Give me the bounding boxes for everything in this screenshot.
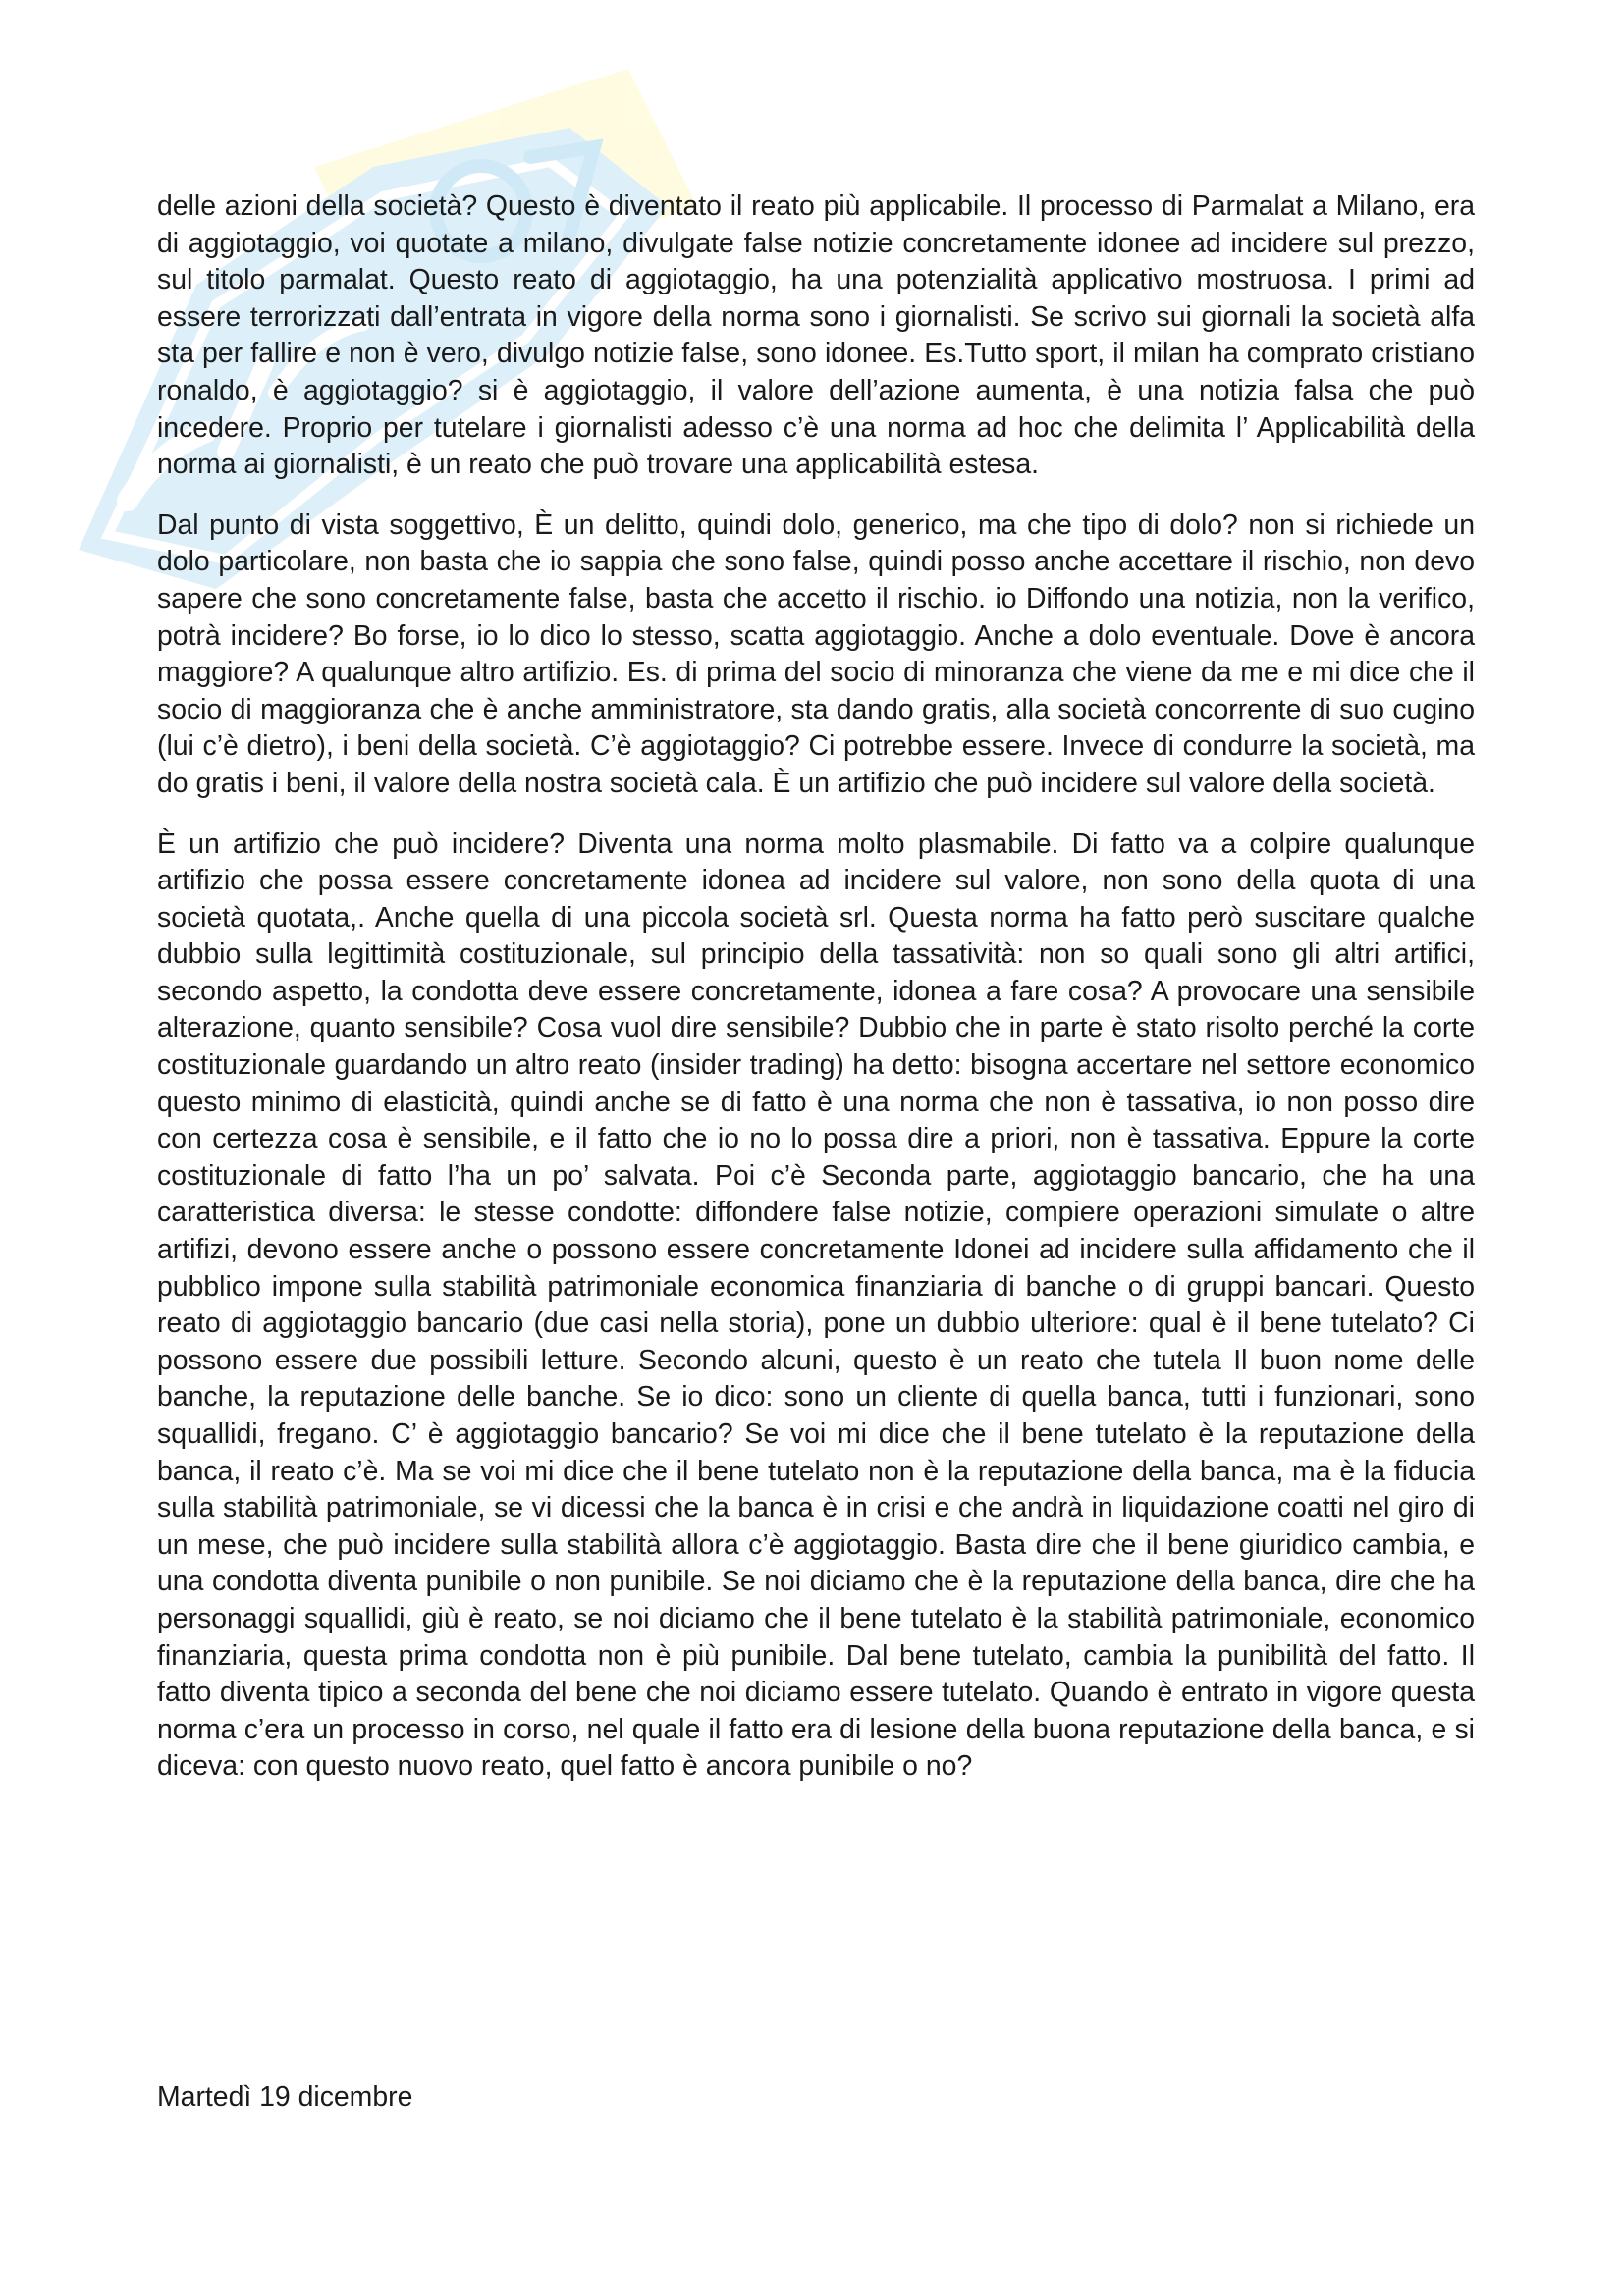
date-heading: Martedì 19 dicembre: [157, 2081, 413, 2112]
paragraph-3: È un artifizio che può incidere? Diventa una norma molto plasmabile. Di fatto va a colpire qualunque artifizio che possa essere concretamente idonea ad incidere sul valore, non sono della quota di una società quotata,. Anche quella di una piccola società srl. Questa norma ha fatto però suscitare qualche dubbio sulla legittimità costituzionale, sul principio della tassatività: non so quali sono gli altri artifici, secondo aspetto, la condotta deve essere concretamente, idonea a fare cosa? A provocare una sensibile alterazione, quanto sensibile? Cosa vuol dire sensibile? Dubbio che in parte è stato risolto perché la corte costituzionale guardando un altro reato (insider trading) ha detto: bisogna accertare nel settore economico questo minimo di elasticità, quindi anche se di fatto è una norma che non è tassativa, io non posso dire con certezza cosa è sensibile, e il fatto che io no lo possa dire a priori, non è tassativa. Eppure la corte costituzionale di fatto l’ha un po’ salvata. Poi c’è Seconda parte, aggiotaggio bancario, che ha una caratteristica diversa: le stesse condotte: diffondere false notizie, compiere operazioni simulate o altre artifizi, devono essere anche o possono essere concretamente Idonei ad incidere sulla affidamento che il pubblico impone sulla stabilità patrimoniale economica finanziaria di banche o di gruppi bancari. Questo reato di aggiotaggio bancario (due casi nella storia), pone un dubbio ulteriore: qual è il bene tutelato? Ci possono essere due possibili letture. Secondo alcuni, questo è un reato che tutela Il buon nome delle banche, la reputazione delle banche. Se io dico: sono un cliente di quella banca, tutti i funzionari, sono squallidi, fregano. C’ è aggiotaggio bancario? Se voi mi dice che il bene tutelato è la reputazione della banca, il reato c’è. Ma se voi mi dice che il bene tutelato non è la reputazione della banca, ma è la fiducia sulla stabilità patrimoniale, se vi dicessi che la banca è in crisi e che andrà in liquidazione coatti nel giro di un mese, che può incidere sulla stabilità allora c’è aggiotaggio. Basta dire che il bene giuridico cambia, e una condotta diventa punibile o non punibile. Se noi diciamo che è la reputazione della banca, dire che ha personaggi squallidi, giù è reato, se noi diciamo che il bene tutelato è la stabilità patrimoniale, economico finanziaria, questa prima condotta non è più punibile. Dal bene tutelato, cambia la punibilità del fatto. Il fatto diventa tipico a seconda del bene che noi diciamo essere tutelato. Quando è entrato in vigore questa norma c’era un processo in corso, nel quale il fatto era di lesione della buona reputazione della banca, e si diceva: con questo nuovo reato, quel fatto è ancora punibile o no?: [157, 828, 1475, 1783]
paragraph-2: Dal punto di vista soggettivo, È un delitto, quindi dolo, generico, ma che tipo di dolo? non si richiede un dolo particolare, non basta che io sappia che sono false, quindi posso anche accettare il rischio, non devo sapere che sono concretamente false, basta che accetto il rischio. io Diffondo una notizia, non la verifico, potrà incidere? Bo forse, io lo dico lo stesso, scatta aggiotaggio. Anche a dolo eventuale. Dove è ancora maggiore? A qualunque altro artifizio. Es. di prima del socio di minoranza che viene da me e mi dice che il socio di maggioranza che è anche amministratore, sta dando gratis, alla società concorrente di suo cugino (lui c’è dietro), i beni della società. C’è aggiotaggio? Ci potrebbe essere. Invece di condurre la società, ma do gratis i beni, il valore della nostra società cala. È un artifizio che può incidere sul valore della società.: [157, 508, 1475, 799]
paragraph-1: delle azioni della società? Questo è diventato il reato più applicabile. Il processo di Parmalat a Milano, era di aggiotaggio, voi quotate a milano, divulgate false notizie concretamente idonee ad incidere sul prezzo, sul titolo parmalat. Questo reato di aggiotaggio, ha una potenzialità applicativo mostruosa. I primi ad essere terrorizzati dall’entrata in vigore della norma sono i giornalisti. Se scrivo sui giornali la società alfa sta per fallire e non è vero, divulgo notizie false, sono idonee. Es.Tutto sport, il milan ha comprato cristiano ronaldo, è aggiotaggio? si è aggiotaggio, il valore dell’azione aumenta, è una notizia falsa che può incedere. Proprio per tutelare i giornalisti adesso c’è una norma ad hoc che delimita l’ Applicabilità della norma ai giornalisti, è un reato che può trovare una applicabilità estesa.: [157, 190, 1475, 481]
page-body: [157, 188, 1475, 1809]
